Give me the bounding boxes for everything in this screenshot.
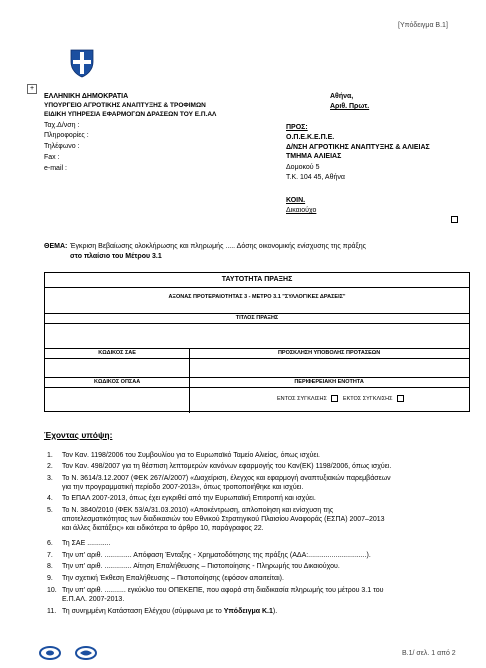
recipient-line-2: Δ/ΝΣΗ ΑΓΡΟΤΙΚΗΣ ΑΝΑΠΤΥΞΗΣ & ΑΛΙΕΙΑΣ <box>286 144 430 151</box>
info-field: Πληροφορίες : <box>44 132 89 139</box>
table-title: ΤΑΥΤΟΤΗΤΑ ΠΡΑΞΗΣ <box>221 276 293 283</box>
list-item: 4. Το ΕΠΑΛ 2007-2013, όπως έχει εγκριθεί από την Ευρωπαϊκή Επιτροπή και ισχύει. <box>47 495 316 502</box>
fax-field: Fax : <box>44 154 60 161</box>
cc-line: Δικαιούχο <box>286 207 317 214</box>
template-reference: [Υπόδειγμα Β.1] <box>398 22 448 29</box>
recipient-line-5: Τ.Κ. 104 45, Αθήνα <box>286 174 345 181</box>
page-footer: Β.1/ σελ. 1 από 2 <box>402 650 456 657</box>
phone-field: Τηλέφωνο : <box>44 143 80 150</box>
recipient-line-3: ΤΜΗΜΑ ΑΛΙΕΙΑΣ <box>286 153 342 160</box>
recipient-line-4: Δομοκού 5 <box>286 164 320 171</box>
list-item: 9. Την σχετική Έκθεση Επαλήθευσης – Πιστοποίησης (εφόσον απαιτείται). <box>47 575 284 582</box>
list-item: 6. Τη ΣΑΕ ............ <box>47 540 111 547</box>
header-line-3: ΕΙΔΙΚΗ ΥΠΗΡΕΣΙΑ ΕΦΑΡΜΟΓΩΝ ΔΡΑΣΕΩΝ ΤΟΥ Ε.Π.ΑΛ <box>44 111 217 118</box>
list-item: 5. Το Ν. 3840/2010 (ΦΕΚ 53/Α/31.03.2010) «Αποκέντρωση, απλοποίηση και ενίσχυση της αποτελεσματικότητας των διαδικασιών του Εθνικού Στρατηγικού Πλαισίου Αναφοράς (ΕΣΠΑ) 2007–2013 και άλλες διατάξεις» και ειδικότερα το άρθρο 10, παράγραφος 22. <box>47 507 385 532</box>
header-line-2: ΥΠΟΥΡΓΕΙΟ ΑΓΡΟΤΙΚΗΣ ΑΝΑΠΤΥΞΗΣ & ΤΡΟΦΙΜΩΝ <box>44 102 206 109</box>
header-line-1: ΕΛΛΗΝΙΚΗ ΔΗΜΟΚΡΑΤΙΑ <box>44 93 129 100</box>
address-field: Ταχ.Δ/νση : <box>44 122 80 129</box>
opsaa-code-label: ΚΩΔΙΚΟΣ ΟΠΣΑΑ <box>93 379 141 385</box>
invitation-label: ΠΡΟΣΚΛΗΣΗ ΥΠΟΒΟΛΗΣ ΠΡΟΤΑΣΕΩΝ <box>277 350 381 356</box>
outside-convergence-label: ΕΚΤΟΣ ΣΥΓΚΛΙΣΗΣ <box>342 395 393 402</box>
sae-code-label: ΚΩΔΙΚΟΣ ΣΑΕ <box>98 350 136 356</box>
recipient-line-1: Ο.Π.Ε.Κ.Ε.Π.Ε. <box>286 134 335 141</box>
list-item: 7. Την υπ' αριθ. .............. Απόφαση Ένταξης - Χρηματοδότησης της πράξης (ΑΔΑ:..............................). <box>47 552 371 559</box>
move-handle-icon[interactable]: + <box>27 84 37 94</box>
within-convergence-label: ΕΝΤΟΣ ΣΥΓΚΛΙΣΗΣ <box>277 395 327 402</box>
recipient-label: ΠΡΟΣ: <box>286 124 308 131</box>
email-field: e-mail : <box>44 165 67 172</box>
subject-label: ΘΕΜΑ: <box>44 243 68 250</box>
protocol-number: Αριθ. Πρωτ. <box>330 103 370 110</box>
list-item: 1. Τον Καν. 1198/2006 του Συμβουλίου για το Ευρωπαϊκό Ταμείο Αλιείας, όπως ισχύει. <box>47 452 320 459</box>
list-item: 8. Την υπ' αριθ. .............. Αίτηση Επαλήθευσης – Πιστοποίησης - Πληρωμής του Δικαιούχου. <box>47 563 340 570</box>
greek-emblem-icon <box>70 48 94 78</box>
list-item: 3. Το Ν. 3614/3.12.2007 (ΦΕΚ 267/Α/2007) «Διαχείριση, έλεγχος και εφαρμογή αναπτυξιακών παρεμβάσεων για την προγραμματική περίοδο 2007-2013», όπως τροποποιήθηκε και ισχύει. <box>47 475 391 491</box>
list-item: 10. Την υπ' αριθ. ........... εγκύκλιο του ΟΠΕΚΕΠΕ, που αφορά στη διαδικασία πληρωμής του μέτρου 3.1 του Ε.Π.ΑΛ. 2007-2013. <box>47 587 384 603</box>
city-date: Αθήνα, <box>330 93 354 100</box>
within-convergence-checkbox[interactable] <box>331 395 338 402</box>
espa-logo-icon <box>38 644 102 662</box>
axis-measure: ΑΞΟΝΑΣ ΠΡΟΤΕΡΑΙΟΤΗΤΑΣ 3 - ΜΕΤΡΟ 3.1 "ΣΥΛΛΟΓΙΚΕΣ ΔΡΑΣΕΙΣ" <box>168 294 346 300</box>
list-item: 2. Τον Καν. 498/2007 για τη θέσπιση λεπτομερών κανόνων εφαρμογής του Καν(ΕΚ) 1198/2006, όπως ισχύει. <box>47 463 392 470</box>
having-seen-heading: Έχοντας υπόψη: <box>44 430 113 440</box>
title-label: ΤΙΤΛΟΣ ΠΡΑΞΗΣ <box>235 315 279 321</box>
region-label: ΠΕΡΙΦΕΡΕΙΑΚΗ ΕΝΟΤΗΤΑ <box>294 379 364 385</box>
resize-handle-icon[interactable] <box>451 216 458 223</box>
project-identity-table <box>44 272 470 412</box>
subject-line-2: στο πλαίσιο του Μέτρου 3.1 <box>70 253 162 260</box>
outside-convergence-checkbox[interactable] <box>397 395 404 402</box>
cc-label: ΚΟΙΝ. <box>286 197 306 204</box>
list-item: 11. Τη συνημμένη Κατάσταση Ελέγχου (σύμφωνα με το Υπόδειγμα Κ.1). <box>47 608 278 615</box>
subject-line-1: Έγκριση Βεβαίωσης ολοκλήρωσης και πληρωμής ..... Δόσης οικονομικής ενίσχυσης της πράξης <box>70 243 366 250</box>
